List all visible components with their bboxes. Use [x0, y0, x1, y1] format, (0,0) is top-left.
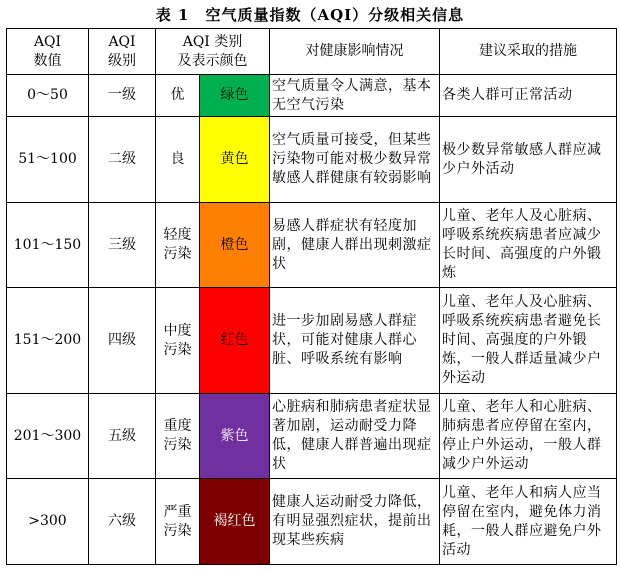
health-effect-cell: 心脏病和肺病患者症状显著加剧，运动耐受力降低，健康人群普遍出现症状 — [270, 394, 440, 479]
header-aqi-category-line2: 及表示颜色 — [177, 52, 248, 69]
color-name: 红色 — [220, 332, 249, 348]
table-row — [7, 394, 617, 479]
aqi-category-cell — [156, 394, 200, 479]
color-swatch-cell — [200, 394, 270, 479]
color-swatch-cell — [200, 203, 270, 288]
header-row — [7, 29, 617, 75]
aqi-value-cell: 201～300 — [7, 394, 89, 479]
category-line2: 污染 — [163, 246, 192, 262]
aqi-table — [6, 28, 617, 565]
aqi-value-cell: 51～100 — [7, 117, 89, 203]
health-effect-cell: 健康人运动耐受力降低，有明显强烈症状，提前出现某些疾病 — [270, 479, 440, 565]
aqi-value-cell: 0～50 — [7, 75, 89, 117]
category-line1: 良 — [170, 151, 185, 167]
aqi-level-cell: 四级 — [89, 288, 156, 394]
aqi-category-cell — [156, 117, 200, 203]
category-line2: 污染 — [163, 522, 192, 539]
table-row — [7, 288, 617, 394]
category-line1: 轻度 — [163, 227, 192, 243]
aqi-category-cell — [156, 75, 200, 117]
color-name: 紫色 — [220, 427, 249, 444]
category-line2: 污染 — [163, 341, 192, 358]
category-line1: 重度 — [163, 418, 192, 434]
aqi-value-cell: 101～150 — [7, 203, 89, 288]
advice-cell: 儿童、老年人及心脏病、呼吸系统疾病患者应减少长时间、高强度的户外锻炼 — [440, 203, 617, 288]
category-line2: 污染 — [163, 437, 192, 453]
advice-cell: 儿童、老年人和心脏病、肺病患者应停留在室内，停止户外运动，一般人群减少户外运动 — [440, 394, 617, 479]
category-line1: 中度 — [163, 322, 192, 339]
advice-cell: 各类人群可正常活动 — [440, 75, 617, 117]
color-name: 绿色 — [220, 87, 249, 103]
table-row — [7, 75, 617, 117]
category-line1: 优 — [170, 87, 185, 103]
aqi-category-cell — [156, 288, 200, 394]
aqi-level-cell: 五级 — [89, 394, 156, 479]
health-effect-cell: 空气质量可接受，但某些污染物可能对极少数异常敏感人群健康有较弱影响 — [270, 117, 440, 203]
color-swatch-cell — [200, 117, 270, 203]
aqi-level-cell: 二级 — [89, 117, 156, 203]
color-name: 黄色 — [220, 151, 249, 167]
aqi-level-cell: 三级 — [89, 203, 156, 288]
header-aqi-level — [89, 29, 156, 75]
table-title: 表 1 空气质量指数（AQI）分级相关信息 — [155, 6, 465, 24]
color-swatch-cell — [200, 288, 270, 394]
advice-cell: 极少数异常敏感人群应减少户外活动 — [440, 117, 617, 203]
table-row — [7, 203, 617, 288]
health-effect-cell: 易感人群症状有轻度加剧，健康人群出现刺激症状 — [270, 203, 440, 288]
advice-cell: 儿童、老年人和病人应当停留在室内，避免体力消耗，一般人群应避免户外活动 — [440, 479, 617, 565]
table-row — [7, 117, 617, 203]
color-swatch-cell — [200, 75, 270, 117]
header-aqi-level-line2: 级别 — [108, 52, 136, 69]
aqi-level-cell: 一级 — [89, 75, 156, 117]
aqi-value-cell: 151～200 — [7, 288, 89, 394]
color-name: 褐红色 — [213, 513, 256, 529]
header-aqi-level-line1: AQI — [108, 33, 136, 50]
color-swatch-cell — [200, 479, 270, 565]
category-line1: 严重 — [163, 503, 192, 520]
aqi-category-cell — [156, 203, 200, 288]
aqi-value-cell: >300 — [7, 479, 89, 565]
aqi-level-cell: 六级 — [89, 479, 156, 565]
advice-cell: 儿童、老年人及心脏病、呼吸系统疾病患者避免长时间、高强度的户外锻炼，一般人群适量减少户外运动 — [440, 288, 617, 394]
aqi-category-cell — [156, 479, 200, 565]
header-aqi-category-line1: AQI 类别 — [182, 33, 243, 50]
table-row — [7, 479, 617, 565]
header-aqi-value-line1: AQI — [33, 33, 62, 50]
health-effect-cell: 进一步加剧易感人群症状，可能对健康人群心脏、呼吸系统有影响 — [270, 288, 440, 394]
header-health-effect: 对健康影响情况 — [270, 29, 440, 75]
header-aqi-value — [7, 29, 89, 75]
header-aqi-value-line2: 数值 — [33, 52, 62, 69]
health-effect-cell: 空气质量令人满意，基本无空气污染 — [270, 75, 440, 117]
header-advice: 建议采取的措施 — [440, 29, 617, 75]
header-aqi-category — [156, 29, 270, 75]
color-name: 橙色 — [220, 236, 249, 253]
